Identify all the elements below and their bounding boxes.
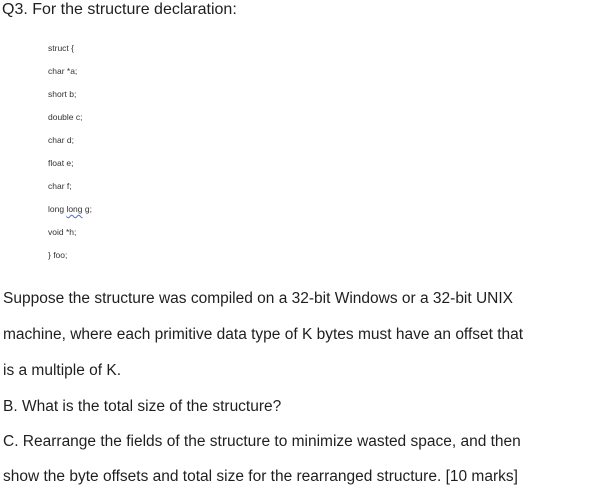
code-line-short-b: short b; xyxy=(48,89,77,99)
question-part-b: B. What is the total size of the structure? xyxy=(3,398,282,415)
code-line-close: } foo; xyxy=(48,250,68,260)
code-line-long-long-g xyxy=(48,203,92,215)
code-line-char-a: char *a; xyxy=(48,66,78,76)
code-line-void-h: void *h; xyxy=(48,227,77,237)
spellcheck-squiggle-word: long xyxy=(66,204,83,214)
code-line-double-c: double c; xyxy=(48,112,83,122)
code-line-char-f: char f; xyxy=(48,181,72,191)
question-part-c-line-1: C. Rearrange the fields of the structure to minimize wasted space, and then xyxy=(3,433,521,450)
code-long-keyword: long xyxy=(48,204,67,214)
paragraph-line-3: is a multiple of K. xyxy=(3,362,122,379)
paragraph-line-1: Suppose the structure was compiled on a 32-bit Windows or a 32-bit UNIX xyxy=(3,290,514,307)
code-line-char-d: char d; xyxy=(48,135,74,145)
paragraph-line-2: machine, where each primitive data type of K bytes must have an offset that xyxy=(3,326,524,343)
code-line-float-e: float e; xyxy=(48,158,74,168)
code-long-suffix: g; xyxy=(82,204,92,214)
question-title: Q3. For the structure declaration: xyxy=(2,1,237,18)
question-part-c-line-2: show the byte offsets and total size for the rearranged structure. [10 marks] xyxy=(3,468,518,485)
code-line-struct-open: struct { xyxy=(48,43,74,53)
